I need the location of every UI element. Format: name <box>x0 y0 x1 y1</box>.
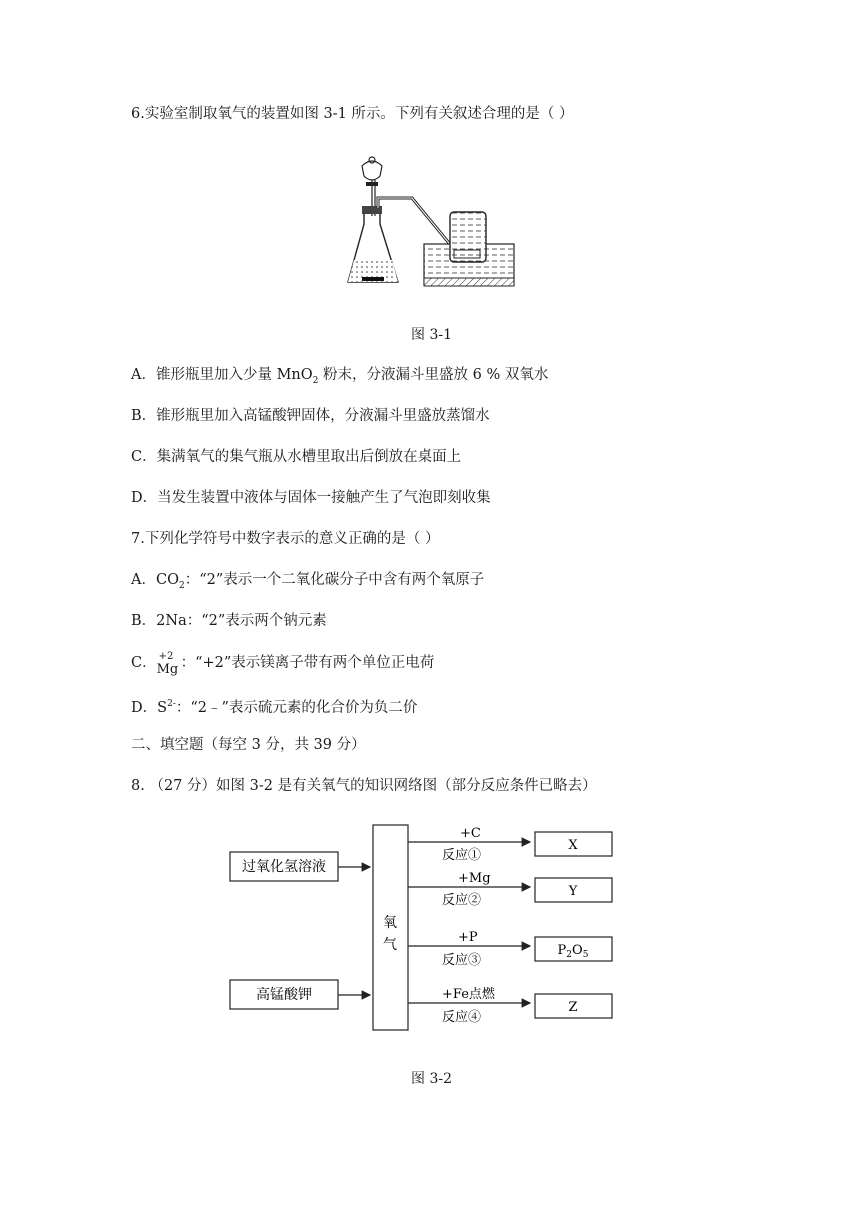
q6-option-a: A．锥形瓶里加入少量 MnO$_2$ 粉末，分液漏斗里盛放 6 % 双氧水 <box>131 367 549 386</box>
q7-option-a: A．$CO_2$：“2”表示一个二氧化碳分子中含有两个氧原子 <box>131 572 485 591</box>
reaction-label-3: 反应③ <box>442 953 482 968</box>
q6-option-d: D．当发生装置中液体与固体一接触产生了气泡即刻收集 <box>131 490 491 506</box>
reagent-4: +Fe点燃 <box>442 987 495 1002</box>
q6-stem: 6.实验室制取氧气的装置如图 3-1 所示。下列有关叙述合理的是（ ） <box>131 106 574 122</box>
q6-option-b: B．锥形瓶里加入高锰酸钾固体，分液漏斗里盛放蒸馏水 <box>131 408 490 424</box>
mg-valence-symbol: +2 Mg <box>156 651 179 677</box>
product-3: $P_2O_5$ <box>557 943 589 960</box>
product-4: Z <box>568 1000 578 1015</box>
oxygen-char-2: 气 <box>383 937 397 953</box>
oxygen-char-1: 氧 <box>383 915 397 931</box>
section-heading: 二、填空题（每空 3 分，共 39 分） <box>131 737 366 753</box>
figure-3-2-caption: 图 3-2 <box>411 1071 452 1087</box>
oxygen-network-diagram <box>220 815 630 1040</box>
product-1: X <box>568 838 578 853</box>
q6-option-c: C．集满氧气的集气瓶从水槽里取出后倒放在桌面上 <box>131 449 462 465</box>
reaction-label-4: 反应④ <box>442 1010 482 1025</box>
q7-option-c: C． +2 Mg ：“+2”表示镁离子带有两个单位正电荷 <box>131 651 435 677</box>
product-2: Y <box>568 884 578 899</box>
q8-stem: 8. （27 分）如图 3-2 是有关氧气的知识网络图（部分反应条件已略去） <box>131 778 597 794</box>
reaction-label-1: 反应① <box>442 848 482 863</box>
reagent-1: +C <box>460 826 481 841</box>
q7-stem: 7.下列化学符号中数字表示的意义正确的是（ ） <box>131 531 440 547</box>
reaction-label-2: 反应② <box>442 893 482 908</box>
reagent-3: +P <box>458 930 478 945</box>
figure-3-1-caption: 图 3-1 <box>411 327 452 343</box>
oxygen-apparatus-figure <box>340 150 520 290</box>
q7-option-d: D．$S^{2-}$：“2﹣”表示硫元素的化合价为负二价 <box>131 699 418 716</box>
reactant-kmno4: 高锰酸钾 <box>256 987 312 1003</box>
q7-option-b: B．2Na：“2”表示两个钠元素 <box>131 613 327 629</box>
reactant-h2o2: 过氧化氢溶液 <box>242 859 326 875</box>
reagent-2: +Mg <box>458 871 491 886</box>
